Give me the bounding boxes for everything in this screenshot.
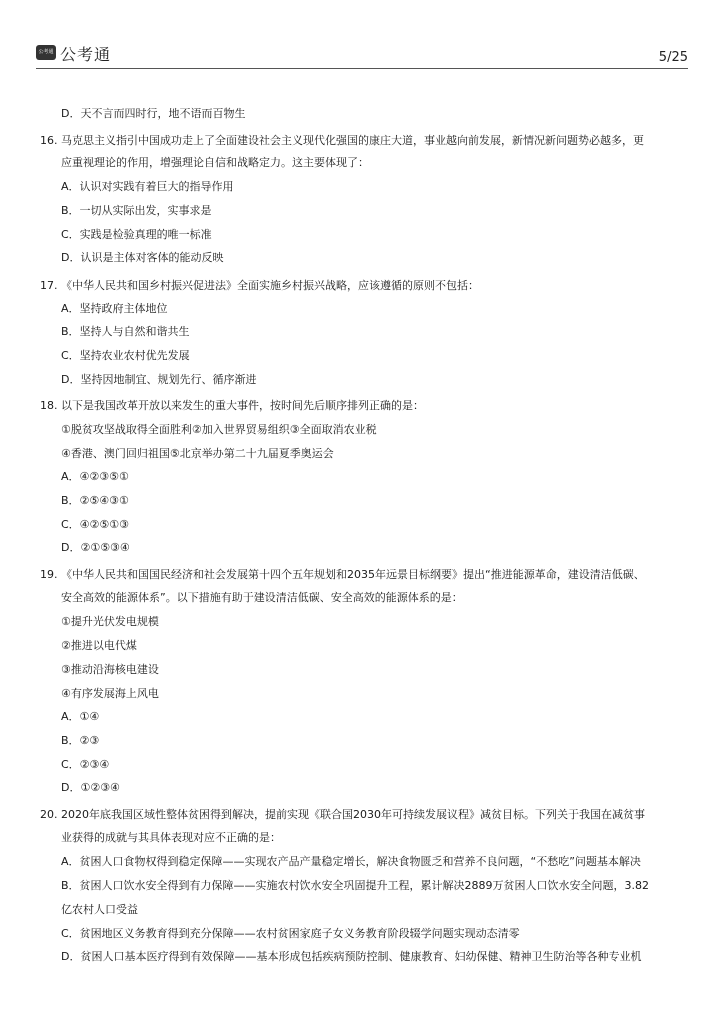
header-divider: [36, 68, 688, 69]
q17-number: 17.: [40, 279, 58, 292]
q16-stem-line2: 应重视理论的作用，增强理论自信和战略定力。这主要体现了：: [61, 156, 369, 169]
q18-option-c: C．④②⑤①③: [61, 518, 129, 531]
q20-stem-line2: 业获得的成就与其具体表现对应不正确的是：: [61, 831, 281, 844]
q18-items-line2: ④香港、澳门回归祖国⑤北京举办第二十九届夏季奥运会: [61, 447, 334, 460]
q19-item-2: ②推进以电代煤: [61, 639, 137, 652]
page-header: [0, 0, 724, 70]
q19-item-4: ④有序发展海上风电: [61, 687, 159, 700]
q17-option-a: A．坚持政府主体地位: [61, 302, 168, 315]
q17-option-d: D．坚持因地制宜、规划先行、循序渐进: [61, 373, 257, 386]
q20-option-b-line2: 亿农村人口受益: [61, 903, 138, 916]
q18-stem-line1: 以下是我国改革开放以来发生的重大事件，按时间先后顺序排列正确的是：: [61, 399, 424, 412]
q20-stem-line1: 2020年底我国区域性整体贫困得到解决，提前实现《联合国2030年可持续发展议程》减贫目标。下列关于我国在减贫事: [61, 808, 645, 821]
q19-option-d: D．①②③④: [61, 781, 120, 794]
q20-option-a: A．贫困人口食物权得到稳定保障——实现农产品产量稳定增长，解决食物匮乏和营养不良问题，“不愁吃”问题基本解决: [61, 855, 641, 868]
q17-option-c: C．坚持农业农村优先发展: [61, 349, 190, 362]
logo-text: 公考通: [60, 45, 112, 64]
q19-item-1: ①提升光伏发电规模: [61, 615, 159, 628]
q17-option-b: B．坚持人与自然和谐共生: [61, 325, 190, 338]
q16-stem-line1: 马克思主义指引中国成功走上了全面建设社会主义现代化强国的康庄大道，事业越向前发展，新情况新问题势必越多，更: [61, 134, 644, 147]
q18-number: 18.: [40, 399, 58, 412]
q18-option-a: A．④②③⑤①: [61, 470, 129, 483]
q20-option-d: D．贫困人口基本医疗得到有效保障——基本形成包括疾病预防控制、健康教育、妇幼保健、精神卫生防治等各种专业机: [61, 950, 642, 963]
q19-option-b: B．②③: [61, 734, 100, 747]
q18-option-d: D．②①⑤③④: [61, 541, 130, 554]
q16-number: 16.: [40, 134, 58, 147]
q16-option-a: A．认识对实践有着巨大的指导作用: [61, 180, 234, 193]
q19-option-a: A．①④: [61, 710, 100, 723]
page-number: 5/25: [658, 50, 688, 65]
logo-badge: 公考通: [36, 45, 56, 60]
q19-stem-line2: 安全高效的能源体系”。以下措施有助于建设清洁低碳、安全高效的能源体系的是：: [61, 591, 463, 604]
q19-item-3: ③推动沿海核电建设: [61, 663, 159, 676]
q16-option-b: B．一切从实际出发，实事求是: [61, 204, 212, 217]
q18-option-b: B．②⑤④③①: [61, 494, 129, 507]
q18-items-line1: ①脱贫攻坚战取得全面胜利②加入世界贸易组织③全面取消农业税: [61, 423, 377, 436]
q20-option-c: C．贫困地区义务教育得到充分保障——农村贫困家庭子女义务教育阶段辍学问题实现动态清零: [61, 927, 520, 940]
q15-option-d: D．天不言而四时行，地不语而百物生: [61, 107, 246, 120]
q20-option-b-line1: B．贫困人口饮水安全得到有力保障——实施农村饮水安全巩固提升工程，累计解决2889万贫困人口饮水安全问题，3.82: [61, 879, 650, 892]
q16-option-d: D．认识是主体对客体的能动反映: [61, 251, 224, 264]
q16-option-c: C．实践是检验真理的唯一标准: [61, 228, 212, 241]
q20-number: 20.: [40, 808, 58, 821]
q19-option-c: C．②③④: [61, 758, 110, 771]
q19-stem-line1: 《中华人民共和国国民经济和社会发展第十四个五年规划和2035年远景目标纲要》提出“推进能源革命，建设清洁低碳、: [61, 568, 645, 581]
q19-number: 19.: [40, 568, 58, 581]
q17-stem-line1: 《中华人民共和国乡村振兴促进法》全面实施乡村振兴战略，应该遵循的原则不包括：: [61, 279, 479, 292]
